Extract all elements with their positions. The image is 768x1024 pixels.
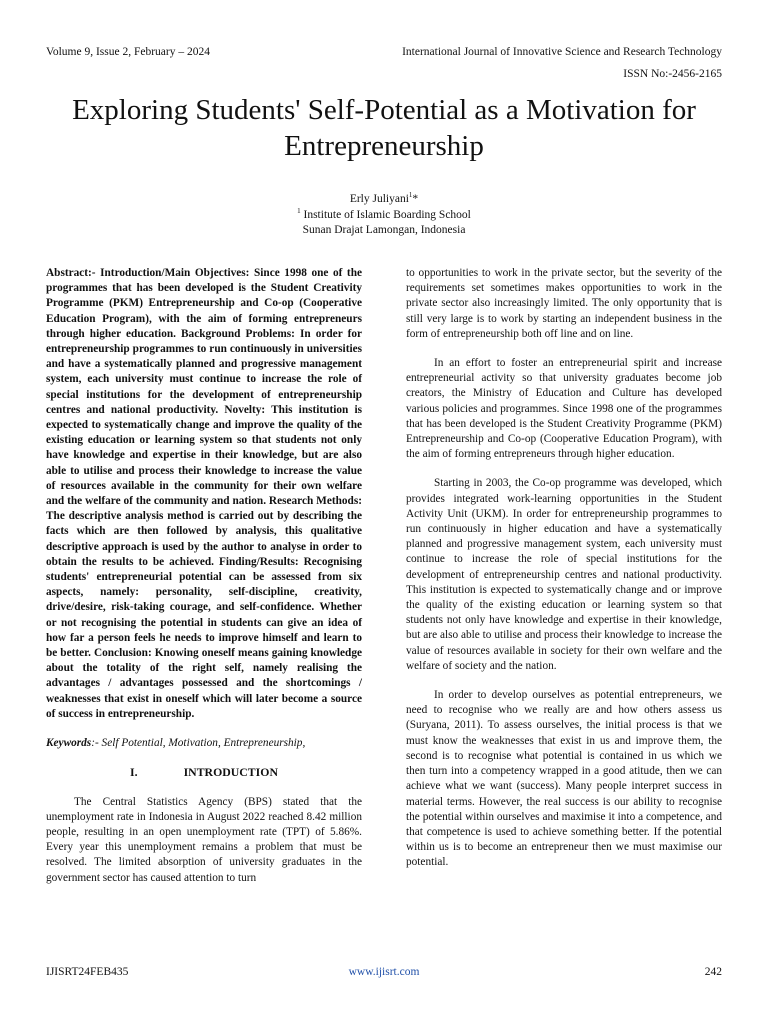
body-paragraph-3: Starting in 2003, the Co-op programme was developed, which provides integrated work-learning opportunities in the Student Activity Unit (UKM). In order for entrepreneurship programmes to run continuously in higher education and have a systematically planned and progressive management system, each university must continue to increase the role of special institutions for the development of entrepreneurship centres and national productivity. This institution is expected to systematically change and or improve the quality of the existing education or learning system so that students not only have knowledge and expertise in their knowledge, but are also able to utilise and process their knowledge to increase the value of resources available in society for their own welfare and the welfare of society and the nation. xyxy=(406,477,722,672)
volume-issue: Volume 9, Issue 2, February – 2024 xyxy=(46,46,210,58)
body-paragraph-1-continued: to opportunities to work in the private sector, but the severity of the requirements set sometimes makes opportunities to work in the private sector also increasingly limited. The only opportunity that is still very large is to work by starting an independent business in the form of entrepreneurship both off line and on line. xyxy=(406,267,722,340)
keywords-text: :- Self Potential, Motivation, Entrepreneurship, xyxy=(91,737,306,750)
affiliation-sup: 1 xyxy=(297,206,301,215)
keywords-label: Keywords xyxy=(46,737,92,750)
section-title: INTRODUCTION xyxy=(183,765,278,780)
website-link[interactable]: www.ijisrt.com xyxy=(348,966,420,978)
journal-name: International Journal of Innovative Science and Research Technology xyxy=(402,46,722,58)
corresponding-mark: * xyxy=(412,193,419,205)
issn: ISSN No:-2456-2165 xyxy=(623,68,722,80)
keywords xyxy=(46,736,362,751)
left-column xyxy=(46,266,362,886)
author-sup: 1 xyxy=(408,191,413,200)
author-name: Erly Juliyani xyxy=(349,193,409,205)
body-paragraph-1: The Central Statistics Agency (BPS) stated that the unemployment rate in Indonesia in August 2022 reached 8.42 million people, resulting in an open unemployment rate (TPT) of 5.86%. Every year this unemployment remains a problem that must be resolved. The limited absorption of university graduates in the government sector has caused attention to turn xyxy=(46,795,362,884)
body-paragraph-2: In an effort to foster an entrepreneurial spirit and increase entrepreneurial activity so that university graduates become job creators, the Ministry of Education and Culture has developed various policies and programmes. Since 1998 one of the programmes that has been developed is the Student Creativity Programme (PKM) Entrepreneurship and Co-op (Cooperative Education Program), with the aim of forming entrepreneurs through higher education. xyxy=(406,357,722,461)
affiliation-institute: Institute of Islamic Boarding School xyxy=(300,208,471,221)
affiliation-line-1 xyxy=(0,208,768,224)
section-heading xyxy=(46,765,362,780)
body-paragraph-4: In order to develop ourselves as potential entrepreneurs, we need to recognise who we really are and how others assess us (Suryana, 2011). To assess ourselves, the initial process is that we must know the weaknesses that exist in us and improve them, the second is to recognise what potential is contained in us which we then turn into a competency wrapped in a good atitude, then we can achieve what we want (success). Many people interpret success in material terms. However, the real success is our ability to recognise the potential within ourselves and maximise it into a competence, and that competence is used to achieve something better. If the potential within us is to become an entrepreneur then we must maximise our potential. xyxy=(406,689,722,869)
abstract: Abstract:- Introduction/Main Objectives: Since 1998 one of the programmes that has been developed is the Student Creativity Programme (PKM) Entrepreneurship and Co-op (Cooperative Education Program), with the aim of forming entrepreneurs through higher education. Background Problems: In order for entrepreneurship programmes to run continuously in universities and have a systematically planned and progressive management system, each university must continue to increase the role of special institutions for the development of entrepreneurship centres and national productivity. Novelty: This institution is expected to systematically change and improve the quality of the existing education or learning system so that students not only have knowledge and expertise in their knowledge, but are also able to utilise and process their knowledge to increase the value of resources available in the community for their own welfare and the welfare of the community and nation. Research Methods: The descriptive analysis method is carried out by describing the facts which are then followed by analysis, this qualitative descriptive approach is used by the author to analyse in order to obtain the results to be achieved. Finding/Results: Recognising students' entrepreneurial potential can be assessed from six aspects, namely: personality, self-discipline, creativity, drive/desire, risk-taking courage, and self-confidence. Whether or not recognising the potential in students can give an idea of how far a person feels he needs to improve himself and learn to be better. Conclusion: Knowing oneself means gaining knowledge about the totality of the right self, namely realising the advantages / advantages possessed and the shortcomings / weaknesses that exist in oneself which will later become a source of success in entrepreneurship. xyxy=(46,267,362,720)
section-number: I. xyxy=(130,765,138,780)
affiliation-line-2: Sunan Drajat Lamongan, Indonesia xyxy=(302,224,466,236)
author-line xyxy=(0,192,768,208)
author-block xyxy=(0,192,768,239)
right-column xyxy=(406,266,722,871)
paper-id: IJISRT24FEB435 xyxy=(46,966,129,978)
page-number: 242 xyxy=(704,966,722,978)
paper-title: Exploring Students' Self-Potential as a Motivation for Entrepreneurship xyxy=(72,94,696,162)
